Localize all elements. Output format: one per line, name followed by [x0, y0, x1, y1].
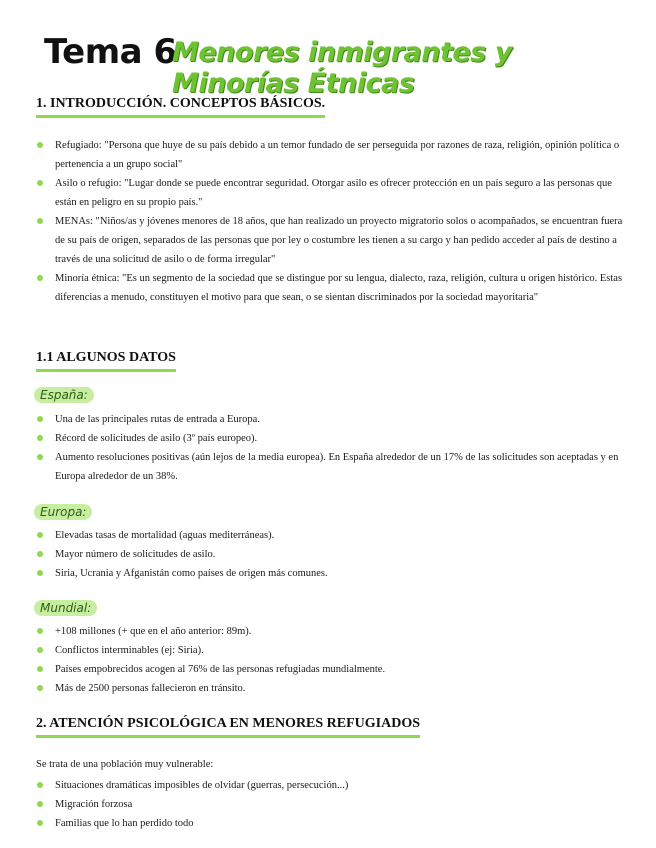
- list-item: +108 millones (+ que en el año anterior: 89m).: [36, 622, 626, 641]
- list-item: Elevadas tasas de mortalidad (aguas mediterráneas).: [36, 526, 626, 545]
- bullet-dot-icon: [37, 666, 43, 672]
- section-2-list: [36, 776, 626, 833]
- bullet-dot-icon: [37, 647, 43, 653]
- section-1-list: [36, 136, 626, 307]
- section-2-heading: 2. ATENCIÓN PSICOLÓGICA EN MENORES REFUGIADOS: [36, 716, 420, 738]
- espana-list: [36, 410, 626, 486]
- list-item: Migración forzosa: [36, 795, 626, 814]
- bullet-dot-icon: [37, 180, 43, 186]
- bullet-dot-icon: [37, 218, 43, 224]
- list-item: Mayor número de solicitudes de asilo.: [36, 545, 626, 564]
- bullet-dot-icon: [37, 532, 43, 538]
- document-title: [44, 32, 624, 99]
- bullet-dot-icon: [37, 275, 43, 281]
- section-2-intro: Se trata de una población muy vulnerable:: [36, 759, 214, 770]
- title-subtitle: Menores inmigrantes y Minorías Étnicas: [172, 37, 512, 99]
- bullet-dot-icon: [37, 551, 43, 557]
- list-item: Aumento resoluciones positivas (aún lejos de la media europea). En España alrededor de un 17% de las solicitudes son aceptadas y en Europa alrededor de un 38%.: [36, 448, 626, 486]
- bullet-dot-icon: [37, 142, 43, 148]
- list-item: Asilo o refugio: "Lugar donde se puede encontrar seguridad. Otorgar asilo es ofrecer protección en un país seguro a las personas que están en peligro en su propio país.": [36, 174, 626, 212]
- bullet-dot-icon: [37, 685, 43, 691]
- list-item: Récord de solicitudes de asilo (3º país europeo).: [36, 429, 626, 448]
- section-1-heading: 1. INTRODUCCIÓN. CONCEPTOS BÁSICOS.: [36, 96, 325, 118]
- tag-mundial: Mundial:: [34, 600, 97, 616]
- list-item: Situaciones dramáticas imposibles de olvidar (guerras, persecución...): [36, 776, 626, 795]
- list-item: Refugiado: "Persona que huye de su país debido a un temor fundado de ser perseguida por razones de raza, religión, opinión política o pertenencia a un grupo social": [36, 136, 626, 174]
- bullet-dot-icon: [37, 435, 43, 441]
- bullet-dot-icon: [37, 782, 43, 788]
- list-item: Países empobrecidos acogen al 76% de las personas refugiadas mundialmente.: [36, 660, 626, 679]
- tag-europa: Europa:: [34, 504, 92, 520]
- title-main: Tema 6: [44, 32, 177, 72]
- list-item: Siria, Ucrania y Afganistán como países de origen más comunes.: [36, 564, 626, 583]
- bullet-dot-icon: [37, 628, 43, 634]
- europa-list: [36, 526, 626, 583]
- bullet-dot-icon: [37, 454, 43, 460]
- list-item: MENAs: "Niños/as y jóvenes menores de 18 años, que han realizado un proyecto migratorio solos o acompañados, se encuentran fuera de su país de origen, separados de las personas que por ley o costumbre les tienen a su cargo y han pedido acceder al país de destino a través de una solicitud de asilo o de forma irregular": [36, 212, 626, 269]
- list-item: Una de las principales rutas de entrada a Europa.: [36, 410, 626, 429]
- bullet-dot-icon: [37, 416, 43, 422]
- list-item: Más de 2500 personas fallecieron en tránsito.: [36, 679, 626, 698]
- list-item: Conflictos interminables (ej: Siria).: [36, 641, 626, 660]
- mundial-list: [36, 622, 626, 698]
- tag-espana: España:: [34, 387, 94, 403]
- section-1-1-heading: 1.1 ALGUNOS DATOS: [36, 350, 176, 372]
- bullet-dot-icon: [37, 820, 43, 826]
- bullet-dot-icon: [37, 570, 43, 576]
- list-item: Familias que lo han perdido todo: [36, 814, 626, 833]
- bullet-dot-icon: [37, 801, 43, 807]
- list-item: Minoría étnica: "Es un segmento de la sociedad que se distingue por su lengua, dialecto, raza, religión, cultura u origen histórico. Estas diferencias a menudo, constituyen el motivo para que sean, o se sientan discriminados por la sociedad mayoritaria": [36, 269, 626, 307]
